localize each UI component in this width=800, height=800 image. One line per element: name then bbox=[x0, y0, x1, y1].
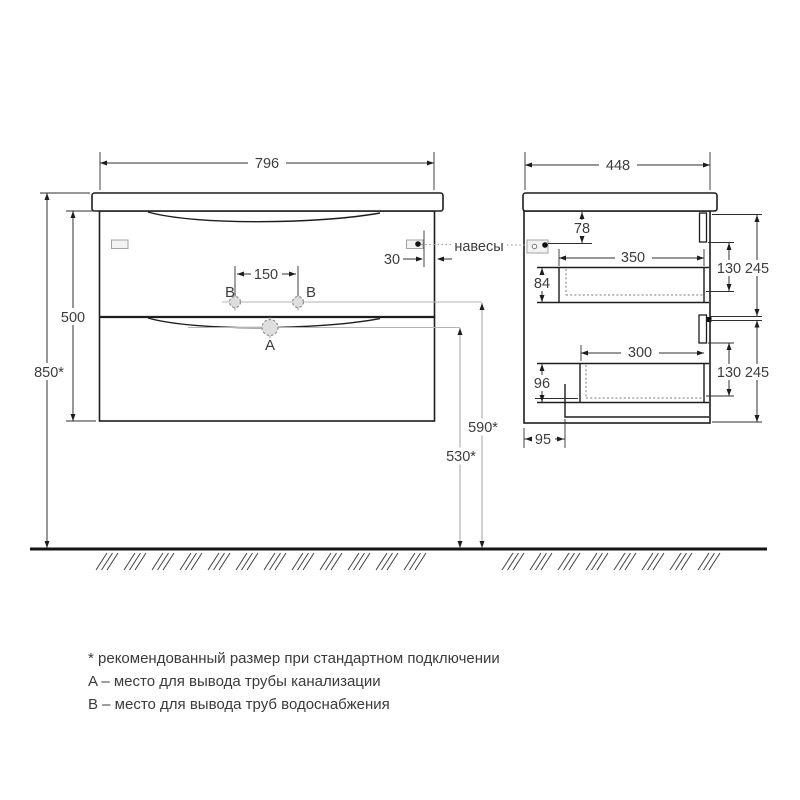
dim-top-drawer-depth: 350 bbox=[620, 250, 646, 266]
water-outlet-hole-right bbox=[293, 297, 304, 308]
ground-hatching-left bbox=[96, 553, 426, 570]
dim-side-depth: 448 bbox=[605, 158, 631, 174]
dim-overall-height: 850* bbox=[34, 365, 64, 381]
legend bbox=[88, 650, 500, 713]
hanger-bracket-left-icon bbox=[112, 240, 129, 249]
callout-hangers-label: навесы bbox=[454, 239, 504, 255]
label-b-right: B bbox=[305, 284, 317, 301]
note-b-water: B – место для вывода труб водоснабжения bbox=[88, 696, 390, 713]
dim-bottom-drawer-front-height: 245 bbox=[744, 365, 770, 381]
dim-bottom-drawer-inner-height: 130 bbox=[716, 365, 742, 381]
drain-outlet-hole bbox=[262, 320, 278, 336]
side-cabinet-body bbox=[524, 211, 710, 423]
side-bottom-drawer-front bbox=[699, 315, 707, 343]
side-top-drawer-front bbox=[700, 213, 707, 242]
dim-holes-spacing: 150 bbox=[253, 267, 279, 283]
dim-hanger-offset: 30 bbox=[383, 252, 401, 268]
hanger-mount-dot-icon bbox=[415, 241, 421, 247]
front-view bbox=[92, 193, 443, 421]
note-recommended-size: * рекомендованный размер при стандартном подключении bbox=[88, 650, 500, 667]
bracket-screw-icon bbox=[532, 244, 536, 248]
drawer-front-gap-mark bbox=[707, 317, 712, 322]
ground-line bbox=[30, 548, 767, 551]
dim-hanger-drop: 78 bbox=[573, 221, 591, 237]
dim-top-drawer-inner-height: 130 bbox=[716, 261, 742, 277]
dim-water-outlet-height: 590* bbox=[468, 420, 498, 436]
dim-cabinet-height: 500 bbox=[60, 310, 86, 326]
side-countertop bbox=[523, 193, 717, 211]
bracket-mount-dot-icon bbox=[542, 242, 548, 248]
label-a: A bbox=[264, 337, 276, 354]
label-b-left: B bbox=[224, 284, 236, 301]
dim-top-drawer-height: 84 bbox=[533, 276, 551, 292]
dim-front-width: 796 bbox=[254, 156, 280, 172]
ground-hatching-right bbox=[502, 553, 720, 570]
dim-bottom-drawer-height: 96 bbox=[533, 376, 551, 392]
note-a-drain: A – место для вывода трубы канализации bbox=[88, 673, 381, 690]
dim-back-clearance: 95 bbox=[534, 432, 552, 448]
ground bbox=[30, 548, 767, 571]
dim-top-drawer-front-height: 245 bbox=[744, 261, 770, 277]
dim-bottom-drawer-depth: 300 bbox=[627, 345, 653, 361]
dim-drain-outlet-height: 530* bbox=[446, 449, 476, 465]
front-countertop bbox=[92, 193, 443, 211]
